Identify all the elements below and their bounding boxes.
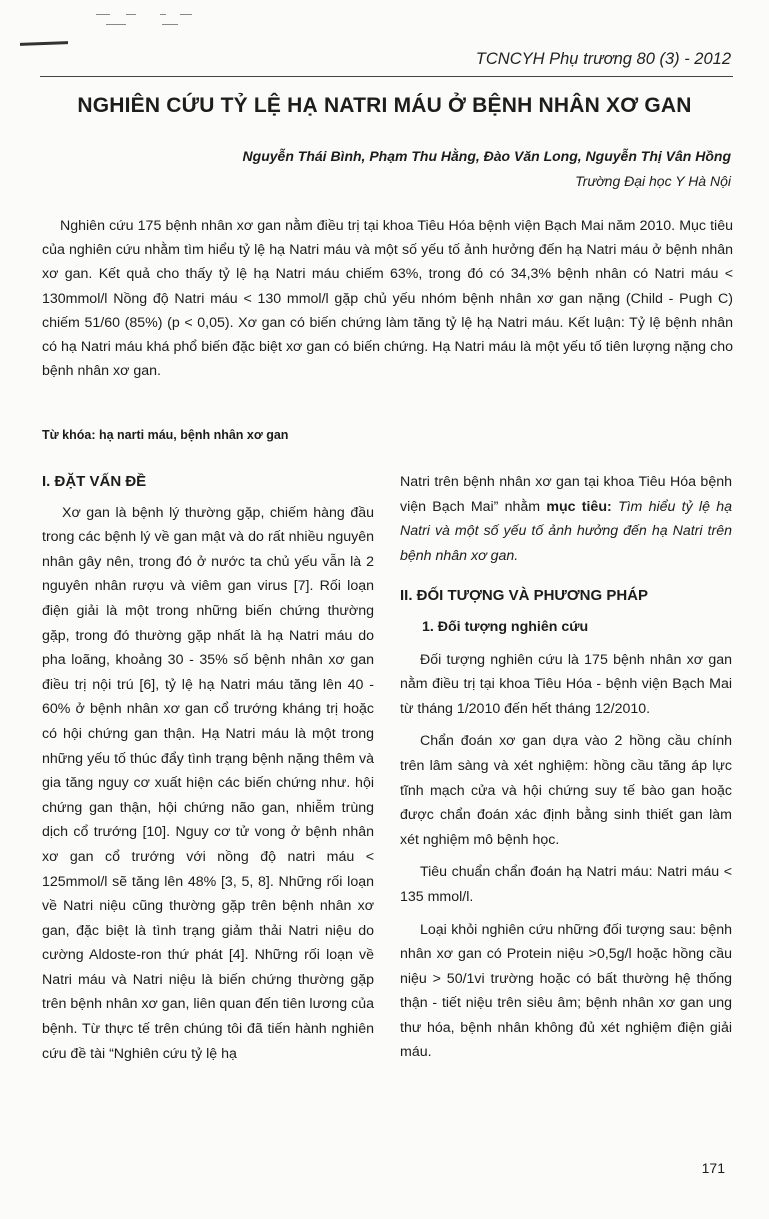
right-column bbox=[400, 470, 732, 1073]
hyponatremia-criteria-paragraph: Tiêu chuẩn chẩn đoán hạ Natri máu: Natri máu < 135 mmol/l. bbox=[400, 864, 732, 905]
objective-label: mục tiêu: bbox=[546, 498, 612, 515]
subsection-heading-subjects: 1. Đối tượng nghiên cứu bbox=[422, 618, 589, 635]
diagnosis-paragraph: Chẩn đoán xơ gan dựa vào 2 hồng cầu chính trên lâm sàng và xét nghiệm: hồng cầu tăng áp lực tĩnh mạch cửa và hội chứng suy tế bào gan hoặc được chẩn đoán xác định bằng sinh thiết gan làm xét nghiệm mô bệnh học. bbox=[400, 733, 732, 848]
abstract: Nghiên cứu 175 bệnh nhân xơ gan nằm điều trị tại khoa Tiêu Hóa bệnh viện Bạch Mai năm 2010. Mục tiêu của nghiên cứu nhằm tìm hiểu tỷ lệ hạ Natri máu và một số yếu tố ảnh hưởng đến hạ Natri máu ở bệnh nhân xơ gan. Kết quả cho thấy tỷ lệ hạ Natri máu chiếm 63%, trong đó có 34,3% bệnh nhân có Natri máu < 130mmol/l Nồng độ Natri máu < 130 mmol/l gặp chủ yếu nhóm bệnh nhân xơ gan nặng (Child - Pugh C) chiếm 51/60 (85%) (p < 0,05). Xơ gan có biến chứng làm tăng tỷ lệ hạ Natri máu. Kết luận: Tỷ lệ bệnh nhân có hạ Natri máu khá phổ biến đặc biệt xơ gan có biến chứng. Hạ Natri máu là một yếu tố tiên lượng nặng cho bệnh nhân xơ gan. bbox=[42, 218, 733, 380]
author-list: Nguyễn Thái Bình, Phạm Thu Hằng, Đào Văn Long, Nguyễn Thị Vân Hồng bbox=[242, 148, 731, 164]
keywords: Từ khóa: hạ narti máu, bệnh nhân xơ gan bbox=[42, 428, 289, 442]
running-head: TCNCYH Phụ trương 80 (3) - 2012 bbox=[475, 50, 731, 68]
exclusion-criteria-paragraph: Loại khỏi nghiên cứu những đối tượng sau: bệnh nhân xơ gan có Protein niệu >0,5g/l hoặc hồng cầu niệu > 50/1vi trường hoặc có bất thường hệ thống thận - tiết niệu trên siêu âm; bệnh nhân xơ gan ung thư hóa, bệnh nhân không đủ xét nghiệm điện giải máu. bbox=[400, 921, 732, 1061]
header-rule bbox=[40, 76, 733, 77]
section-heading-methods: II. ĐỐI TƯỢNG VÀ PHƯƠNG PHÁP bbox=[400, 587, 648, 605]
objective-paragraph bbox=[400, 470, 732, 568]
left-column bbox=[42, 470, 374, 1074]
scan-marks bbox=[96, 10, 206, 30]
subjects-paragraph: Đối tượng nghiên cứu là 175 bệnh nhân xơ gan nằm điều trị tại khoa Tiêu Hóa - bệnh viện Bạch Mai từ tháng 1/2010 đến hết tháng 12/2010. bbox=[400, 651, 732, 717]
article-title: NGHIÊN CỨU TỶ LỆ HẠ NATRI MÁU Ở BỆNH NHÂN XƠ GAN bbox=[77, 94, 692, 117]
section-heading-introduction: I. ĐẶT VẤN ĐỀ bbox=[42, 473, 147, 490]
introduction-paragraph: Xơ gan là bệnh lý thường gặp, chiếm hàng đầu trong các bệnh lý về gan mật và do rất nhiều nguyên nhân gây nên, trong đó ở nước ta chủ yếu vẫn là 2 nguyên nhân rượu và viêm gan virus [7]. Rối loạn điện giải là một trong những biến chứng thường gặp, trong đó thường gặp nhất là hạ Natri máu do pha loãng, khoảng 30 - 35% số bệnh nhân xơ gan điều trị nội trú [6], tỷ lệ hạ Natri máu tăng lên 40 - 60% ở bệnh nhân xơ gan cổ trướng kháng trị hoặc có hội chứng gan thận. Hạ Natri máu là một trong những yếu tố thúc đẩy tình trạng bệnh nặng thêm và gia tăng nguy cơ xuất hiện các biến chứng như. hội chứng gan thận, hội chứng não gan, nhiễm trùng dịch cổ trướng [10]. Nguy cơ tử vong ở bệnh nhân xơ gan cổ trướng với nồng độ natri máu < 125mmol/l sẽ tăng lên 48% [3, 5, 8]. Những rối loạn về Natri niệu cũng thường gặp trên bệnh nhân xơ gan, đặc biệt là tình trạng giảm thải Natri niệu do cường Aldoste-ron thứ phát [4]. Những rối loạn về Natri máu và Natri niệu là biến chứng thường gặp trên bệnh nhân xơ gan, liên quan đến tiên lương của bệnh. Từ thực tế trên chúng tôi đã tiến hành nghiên cứu đề tài “Nghiên cứu tỷ lệ hạ bbox=[42, 504, 374, 1062]
page-number: 171 bbox=[701, 1160, 725, 1176]
objective-text: Tìm hiểu tỷ lệ hạ Natri và một số yếu tố ảnh hưởng đến hạ Natri trên bệnh nhân xơ gan. bbox=[400, 498, 732, 564]
scan-corner-mark bbox=[20, 41, 68, 46]
affiliation: Trường Đại học Y Hà Nội bbox=[575, 173, 731, 189]
continuation-text: Natri trên bệnh nhân xơ gan tại khoa Tiêu Hóa bệnh viện Bạch Mai” nhằm bbox=[400, 474, 732, 515]
